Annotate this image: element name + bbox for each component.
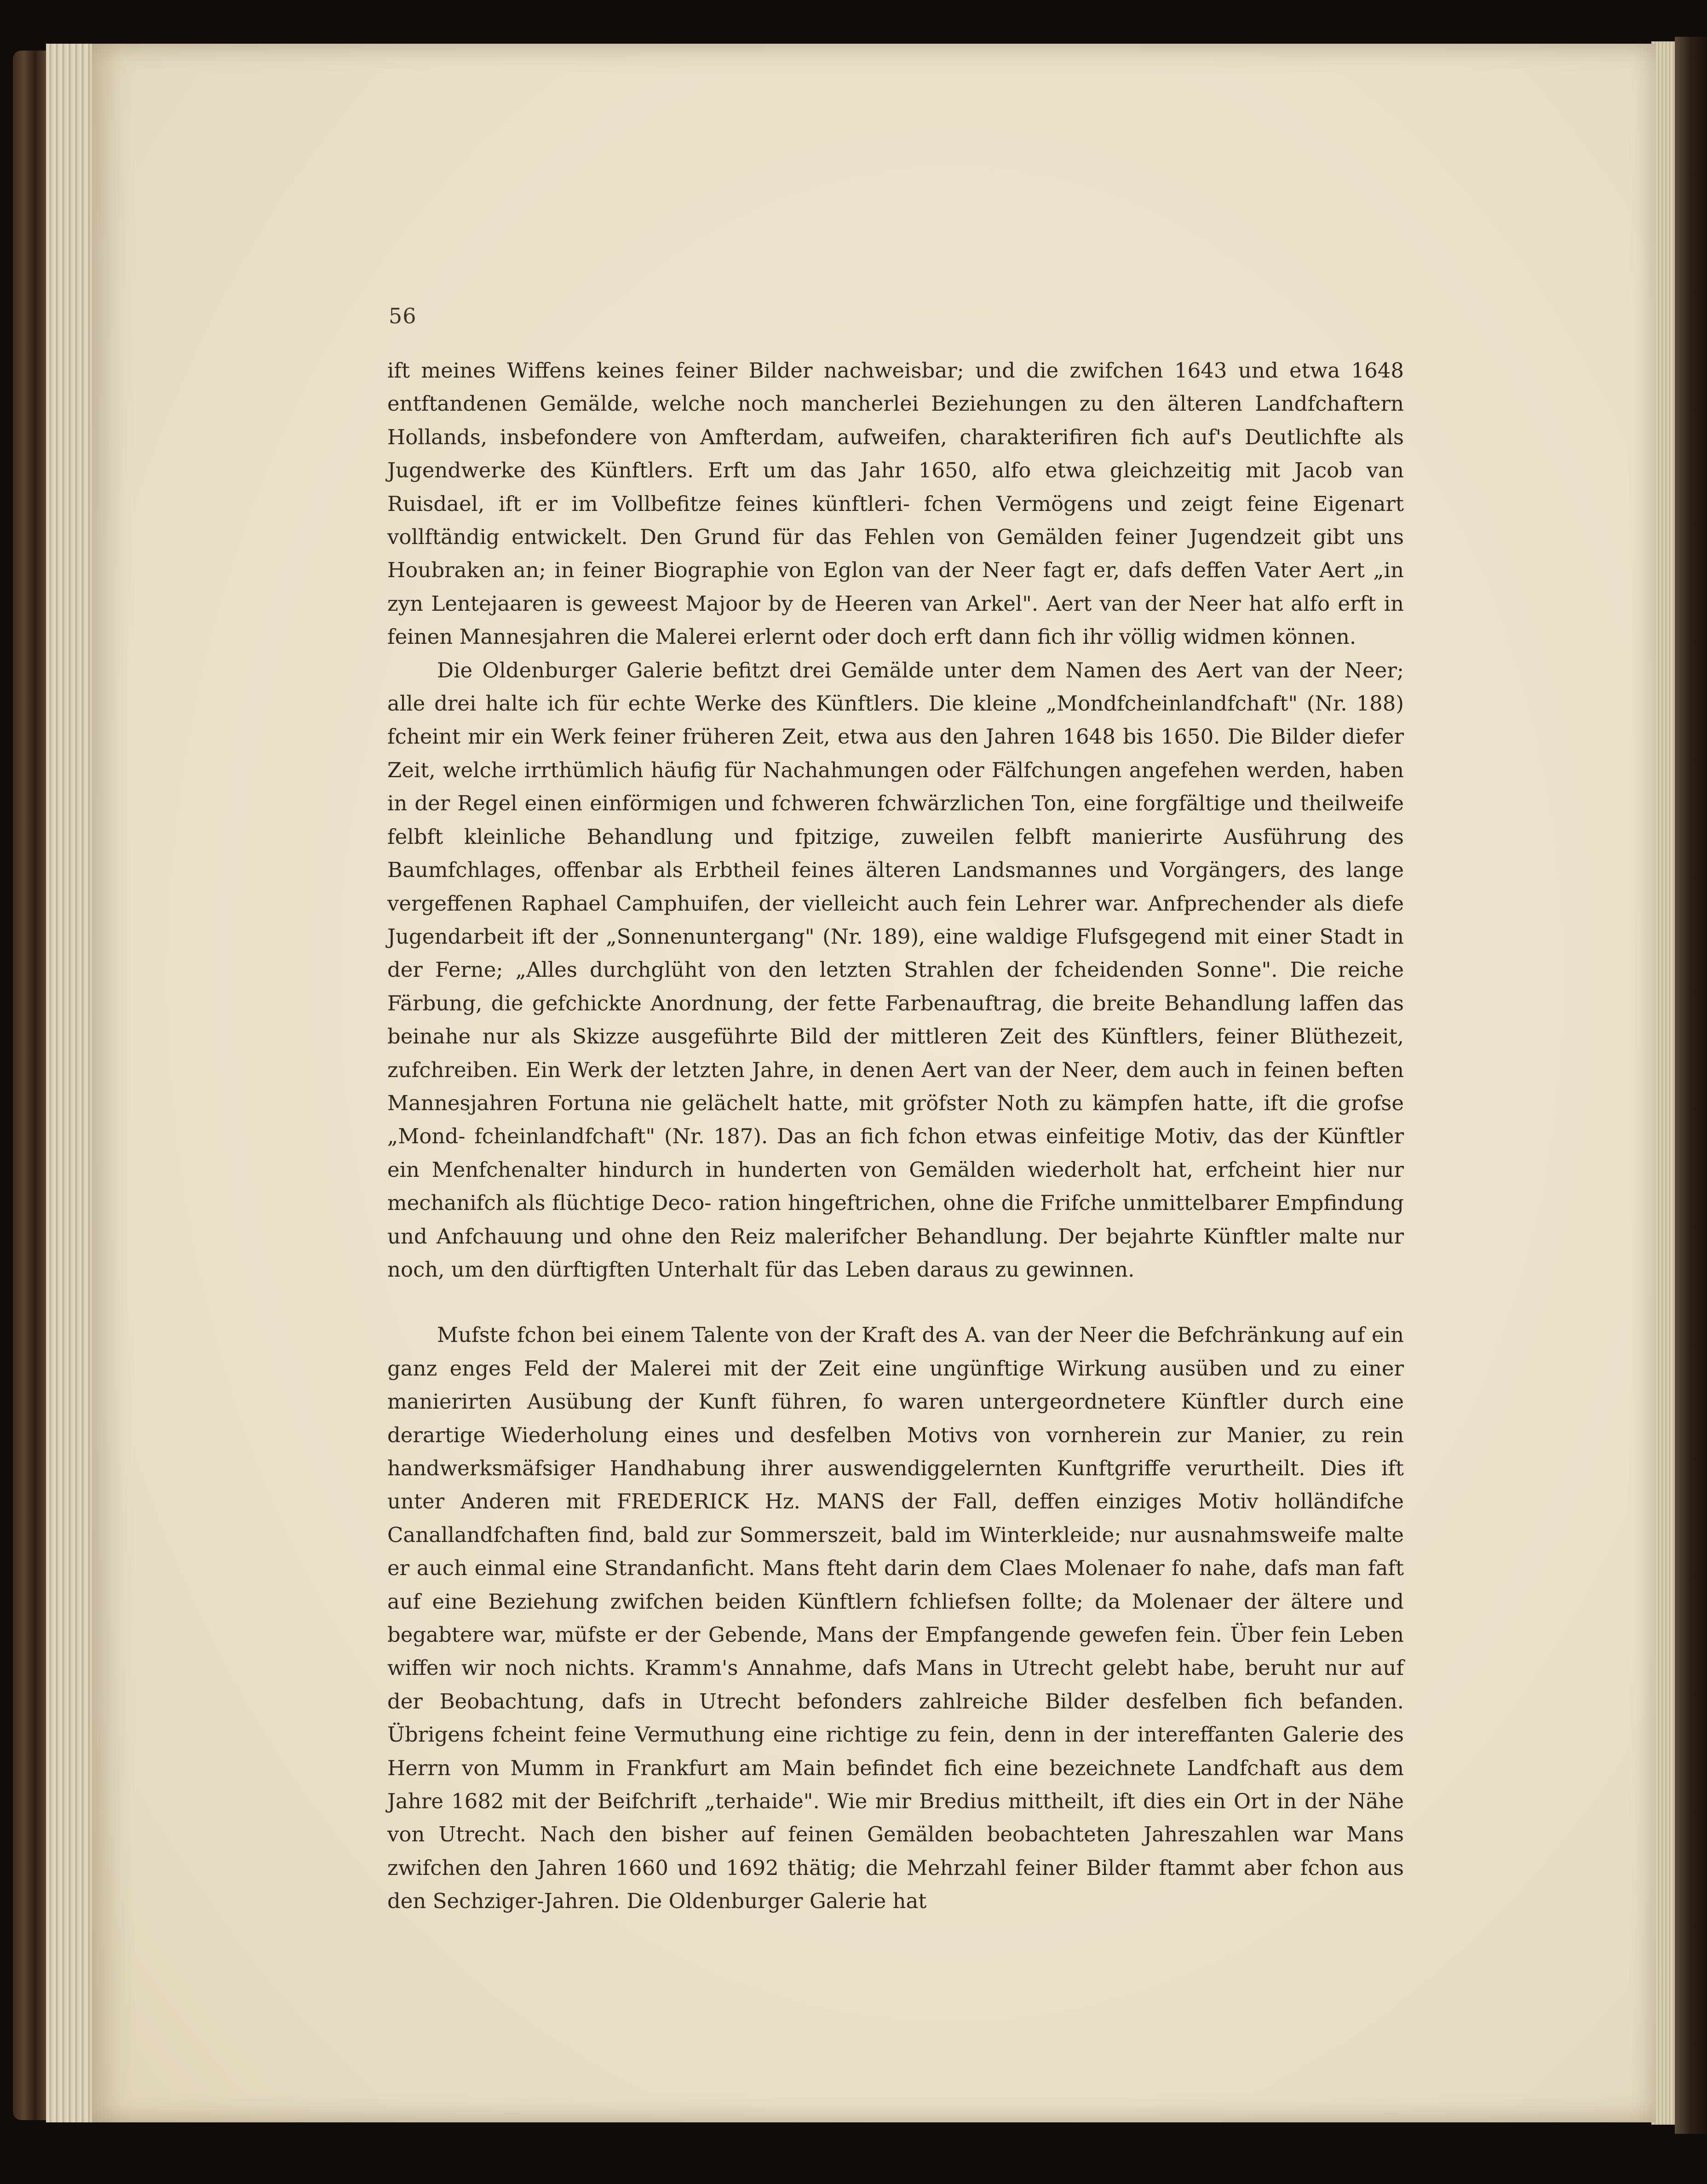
text-line: ihr völlig widmen können. (1082, 625, 1356, 649)
text-line: laffen das beinahe nur als Skizze ausgeführte Bild der mittleren Zeit des Künftlers, feiner Blüthezeit, (387, 991, 1404, 1049)
text-line: die Mehrzahl feiner Bilder ftammt aber fchon aus den Sechziger-Jahren. Die Oldenburger Galerie hat (387, 1855, 1404, 1914)
text-line: nur ausnahmsweife malte er auch einmal eine Strandanficht. Mans fteht darin dem Claes Molenaer fo (387, 1522, 1404, 1581)
text-line: Mannesjahren Fortuna nie gelächelt hatte, mit gröfster Noth zu kämpfen hatte, ift die grofse „Mond- (387, 1090, 1404, 1149)
text-line: Flufsgegend mit einer Stadt in der Ferne; „Alles durchglüht von den letzten Strahlen der fcheidenden (387, 924, 1404, 982)
text-line: Leben wiffen wir noch nichts. Kramm's Annahme, dafs Mans in Utrecht gelebt habe, beruht nur auf (387, 1622, 1404, 1680)
text-line: fchen Vermögens und zeigt feine Eigenart vollftändig entwickelt. Den Grund für das Fehlen von (387, 491, 1404, 550)
text-line: fpitzige, zuweilen felbft manierirte Ausführung des Baumfchlages, offenbar als Erbtheil feines älteren (387, 824, 1404, 883)
text-line: ganz enges Feld der Malerei mit der Zeit eine ungünftige Wirkung ausüben und zu einer manierirten (387, 1356, 1404, 1414)
text-line: halte ich für echte Werke des Künftlers. Die kleine „Mondfcheinlandfchaft" (Nr. 188) fcheint mir ein Werk (387, 691, 1404, 749)
text-line: nahe, dafs man faft auf eine Beziehung zwifchen beiden Künftlern fchliefsen follte; da Molenaer der (387, 1556, 1404, 1614)
text-line: malerifcher Behandlung. Der bejahrte Künftler malte nur noch, um den dürftigften Unterhalt für das (387, 1224, 1404, 1282)
text-line: fcheinlandfchaft" (Nr. 187). Das an fich fchon etwas einfeitige Motiv, das der Künftler ein Menfchenalter (387, 1124, 1404, 1182)
text-line: auf feinen Gemälden beobachteten Jahreszahlen war Mans zwifchen den Jahren 1660 und 1692 thätig; (387, 1822, 1404, 1880)
text-line: der Beobachtung, dafs in Utrecht befonders zahlreiche Bilder desfelben fich befanden. Übrigens fcheint (387, 1689, 1404, 1747)
page-edges-left (46, 44, 97, 2122)
text-line: Frankfurt am Main befindet fich eine bezeichnete Landfchaft aus dem Jahre 1682 mit der Beifchrift (387, 1755, 1404, 1814)
text-line: Gemälden feiner Jugendzeit gibt uns Houbraken an; in feiner Biographie von Eglon van der Neer (387, 525, 1404, 583)
paragraph (387, 1318, 1404, 1918)
text-line: Sonne". Die reiche Färbung, die gefchickte Anordnung, der fette Farbenauftrag, die breite Behandlung (387, 957, 1404, 1015)
text-line: feiner früheren Zeit, etwa aus den Jahren 1648 bis 1650. Die Bilder diefer Zeit, welche irrthümlich (387, 724, 1404, 782)
text-line: eines und desfelben Motivs von vornherein zur Manier, zu rein handwerksmäfsiger Handhabung ihrer (387, 1422, 1404, 1480)
paragraph (387, 654, 1404, 1287)
text-line: Lehrer war. Anfprechender als diefe Jugendarbeit ift der „Sonnenuntergang" (Nr. 189), eine waldige (387, 891, 1404, 949)
text-line: Leben daraus zu gewinnen. (845, 1257, 1135, 1282)
text-line: Die Oldenburger Galerie befitzt drei Gemälde unter dem Namen des Aert van der Neer; alle drei (387, 658, 1404, 716)
text-line: auswendiggelernten Kunftgriffe verurtheilt. Dies ift unter Anderen mit FREDERICK Hz. MANS der Fall, (387, 1456, 1404, 1514)
text-line: Mufste fchon bei einem Talente von der Kraft des A. van der Neer die Befchränkung auf ein (437, 1323, 1404, 1347)
text-line: Aert van der Neer hat alfo erft in feinen Mannesjahren die Malerei erlernt oder doch erft dann fich (387, 591, 1404, 649)
text-line: fagt er, dafs deffen Vater Aert „in zyn Lentejaaren is geweest Majoor by de Heeren van Arkel". (387, 558, 1404, 616)
text-line: zufchreiben. Ein Werk der letzten Jahre, in denen Aert van der Neer, dem auch in feinen beften (387, 1057, 1404, 1082)
text-line: deffen einziges Motiv holländifche Canallandfchaften find, bald zur Sommerszeit, bald im Winterkleide; (387, 1489, 1404, 1547)
paragraph (387, 354, 1404, 654)
text-line: Landsmannes und Vorgängers, des lange vergeffenen Raphael Camphuifen, der vielleicht auch fein (387, 858, 1404, 916)
text-line: hindurch in hunderten von Gemälden wiederholt hat, erfcheint hier nur mechanifch als flüchtige Deco- (387, 1157, 1404, 1215)
page-number: 56 (389, 304, 417, 328)
text-line: feine Vermuthung eine richtige zu fein, denn in der intereffanten Galerie des Herrn von Mumm in (387, 1722, 1404, 1780)
body-text (387, 354, 1404, 1918)
text-line: häufig für Nachahmungen oder Fälfchungen angefehen werden, haben in der Regel einen einförmigen (387, 757, 1404, 816)
text-line: Gemälde, welche noch mancherlei Beziehungen zu den älteren Landfchaftern Hollands, insbefondere (387, 391, 1404, 449)
text-line: um das Jahr 1650, alfo etwa gleichzeitig mit Jacob van Ruisdael, ift er im Vollbefitze feines künftleri- (387, 458, 1404, 516)
text-line: ration hingeftrichen, ohne die Frifche unmittelbarer Empfindung und Anfchauung und ohne den Reiz (387, 1191, 1404, 1249)
book-binding-left (13, 51, 50, 2120)
text-line: ift meines Wiffens keines feiner Bilder nachweisbar; und die zwifchen 1643 und etwa 1648 entftandenen (387, 358, 1404, 416)
text-line: von Amfterdam, aufweifen, charakterifiren fich auf's Deutlichfte als Jugendwerke des Künftlers. Erft (387, 424, 1404, 483)
text-line: „terhaide". Wie mir Bredius mittheilt, ift dies ein Ort in der Nähe von Utrecht. Nach den bisher (387, 1789, 1404, 1847)
book-binding-right (1675, 37, 1707, 2134)
text-line: ältere und begabtere war, müfste er der Gebende, Mans der Empfangende gewefen fein. Über fein (387, 1589, 1404, 1647)
text-line: Ausübung der Kunft führen, fo waren untergeordnetere Künftler durch eine derartige Wiederholung (387, 1389, 1404, 1447)
text-line: und fchweren fchwärzlichen Ton, eine forgfältige und theilweife felbft kleinliche Behandlung und (387, 791, 1404, 849)
